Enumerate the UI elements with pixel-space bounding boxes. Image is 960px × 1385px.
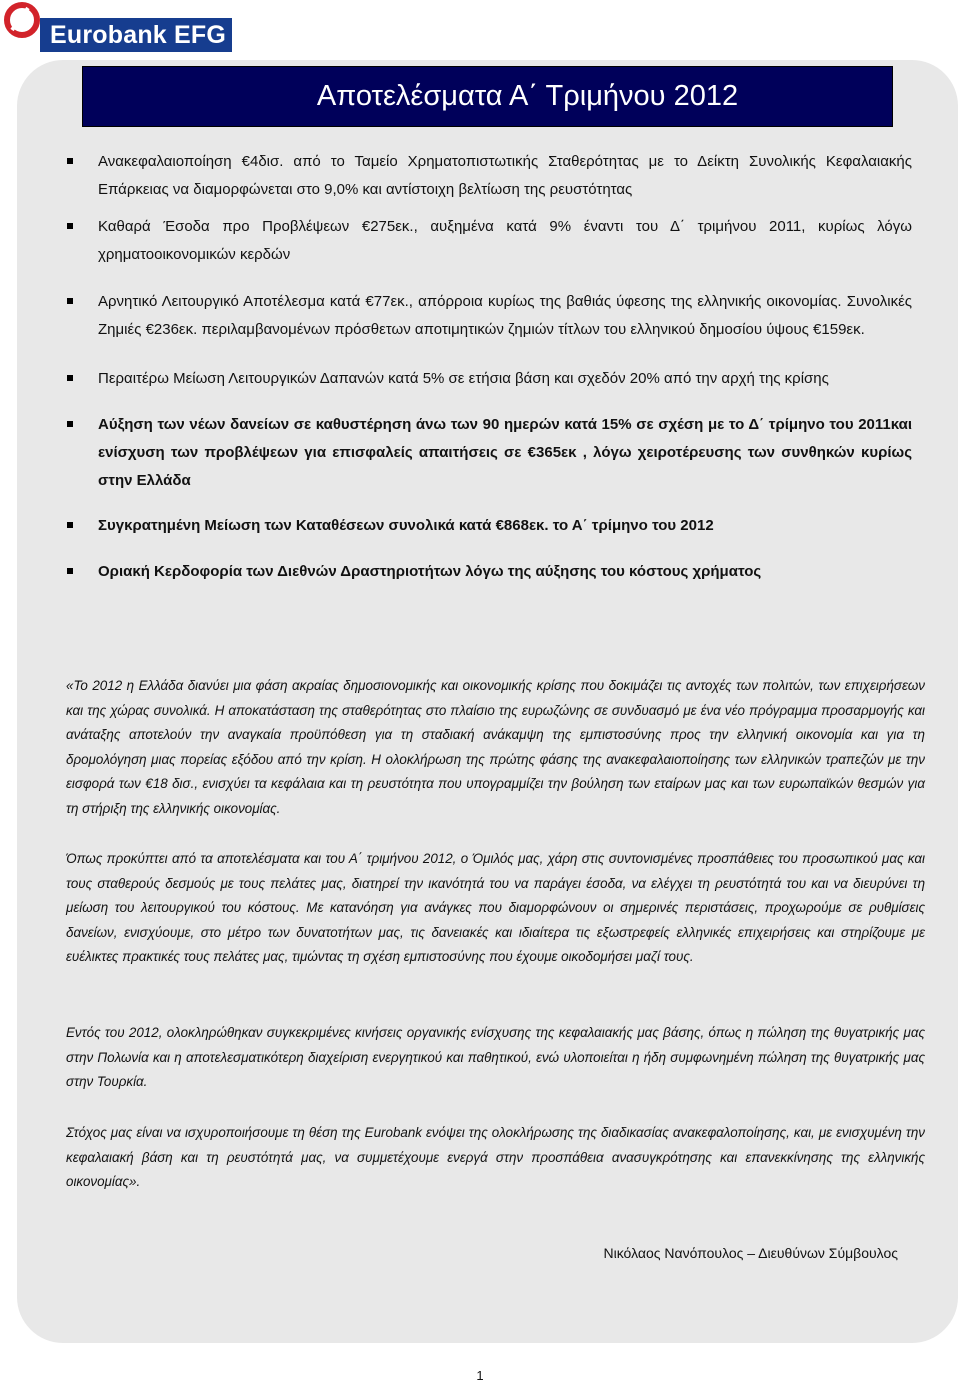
highlight-text: Ανακεφαλαιοποίηση €4δισ. από το Ταμείο Χρηματοπιστωτικής Σταθερότητας με το Δείκτη Συνολικής Κεφαλαιακής Επάρκειας να διαμορφώνεται στο 9,0% και αντίστοιχη βελτίωση της ρευστότητας xyxy=(98,153,912,198)
page-title: Αποτελέσματα Α΄ Τριμήνου 2012 xyxy=(316,80,739,112)
eurobank-logo-mark-icon xyxy=(4,2,42,40)
bullet-square-icon xyxy=(67,223,73,229)
quote-paragraph: Όπως προκύπτει από τα αποτελέσματα και του Α΄ τριμήνου 2012, ο Όμιλός μας, χάρη στις συντονισμένες προσπάθειες του προσωπικού μας και τους σταθερούς δεσμούς με τους πελάτες μας, διατηρεί την ικανότητά του να παράγει έσοδα, να ελέγχει τη ρευστότητά του και να διευρύνει τη μείωση του λειτουργικού του κόστους. Με κατανόηση για ανάγκες που διαμορφώνουν οι σημερινές περιστάσεις, προχωρούμε σε ρυθμίσεις δανείων, ενισχύουμε, στο μέτρο των δυνατοτήτων μας, τις δανειακές και ιδιαίτερα τις εξωστρεφείς ελληνικές επιχειρήσεις και στηρίζουμε με ευέλικτες πρακτικές τους πελάτες μας, τιμώντας τη σχέση εμπιστοσύνης που έχουμε οικοδομήσει μαζί τους. xyxy=(66,851,925,965)
eurobank-logo xyxy=(0,0,236,56)
highlight-text: Οριακή Κερδοφορία των Διεθνών Δραστηριοτήτων λόγω της αύξησης του κόστους χρήματος xyxy=(98,563,762,580)
bullet-square-icon xyxy=(67,568,73,574)
page-number: 1 xyxy=(476,1368,484,1383)
quote-paragraph: «Το 2012 η Ελλάδα διανύει μια φάση ακραίας δημοσιονομικής και οικονομικής κρίσης που δοκιμάζει τις αντοχές των πολιτών, των επιχειρήσεων και της χώρας συνολικά. Η αποκατάσταση της σταθερότητας στο πλαίσιο της ευρωζώνης σε συνδυασμό με ένα νέο πρόγραμμα προσαρμογής και ανάταξης αποτελούν την αναγκαία προϋπόθεση για τη σταδιακή ανάκαμψη της εμπιστοσύνης προς την ελληνική οικονομία και για τη δρομολόγηση μιας πορείας εξόδου από την κρίση. Η ολοκλήρωση της πρώτης φάσης της ανακεφαλαιοποίησης των ελληνικών τραπεζών με την εισφορά των €18 δισ., ενισχύει τα κεφάλαια και τη ρευστότητα που υπογραμμίζει την βούληση των εταίρων μας και των ευρωπαϊκών θεσμών για τη στήριξη της ελληνικής οικονομίας. xyxy=(66,678,925,816)
bullet-square-icon xyxy=(67,298,73,304)
highlight-text: Αύξηση των νέων δανείων σε καθυστέρηση άνω των 90 ημερών κατά 15% σε σχέση με το Δ΄ τρίμηνο του 2011και ενίσχυση των προβλέψεων για επισφαλείς απαιτήσεις σε €365εκ , λόγω χειροτέρευσης των συνθηκών κυρίως στην Ελλάδα xyxy=(98,416,912,489)
signature: Νικόλαος Νανόπουλος – Διευθύνων Σύμβουλος xyxy=(603,1245,898,1261)
highlight-text: Συγκρατημένη Μείωση των Καταθέσεων συνολικά κατά €868εκ. το Α΄ τρίμηνο του 2012 xyxy=(98,517,714,534)
quote-paragraph: Στόχος μας είναι να ισχυροποιήσουμε τη θέση της Eurobank ενόψει της ολοκλήρωσης της διαδικασίας ανακεφαλοποίησης, και, με ενισχυμένη την κεφαλαιακή βάση και τη ρευστότητά μας, να συμμετέχουμε ενεργά στην προσπάθεια ανασυγκρότησης και επανεκκίνησης της ελληνικής οικονομίας». xyxy=(66,1125,925,1190)
quote-paragraph: Εντός του 2012, ολοκληρώθηκαν συγκεκριμένες κινήσεις οργανικής ενίσχυσης της κεφαλαιακής μας βάσης, όπως η πώληση της θυγατρικής μας στην Πολωνία και η αποτελεσματικότερη διαχείριση ενεργητικού και παθητικού, ενώ υλοποιείται η ήδη συμφωνημένη πώληση της θυγατρικής μας στην Τουρκία. xyxy=(66,1025,925,1090)
highlight-text: Καθαρά Έσοδα προ Προβλέψεων €275εκ., αυξημένα κατά 9% έναντι του Δ΄ τριμήνου 2011, κυρίως λόγω χρηματοοικονομικών κερδών xyxy=(98,218,912,263)
bullet-square-icon xyxy=(67,375,73,381)
highlights-list xyxy=(60,148,912,586)
highlight-item xyxy=(60,365,912,393)
highlight-item xyxy=(60,148,912,204)
logo-wordmark: Eurobank EFG xyxy=(50,21,227,49)
title-banner xyxy=(82,66,893,127)
highlight-item xyxy=(60,411,912,495)
highlight-item xyxy=(60,512,912,540)
highlight-item xyxy=(60,213,912,269)
bullet-square-icon xyxy=(67,522,73,528)
highlight-text: Αρνητικό Λειτουργικό Αποτέλεσμα κατά €77εκ., απόρροια κυρίως της βαθιάς ύφεσης της ελληνικής οικονομίας. Συνολικές Ζημιές €236εκ. περιλαμβανομένων πρόσθετων αποτιμητικών ζημιών τίτλων του ελληνικού δημοσίου ύψους €159εκ. xyxy=(98,293,912,338)
highlight-text: Περαιτέρω Μείωση Λειτουργικών Δαπανών κατά 5% σε ετήσια βάση και σχεδόν 20% από την αρχή της κρίσης xyxy=(98,370,829,387)
bullet-square-icon xyxy=(67,421,73,427)
highlight-item xyxy=(60,288,912,344)
highlight-item xyxy=(60,558,912,586)
bullet-square-icon xyxy=(67,158,73,164)
